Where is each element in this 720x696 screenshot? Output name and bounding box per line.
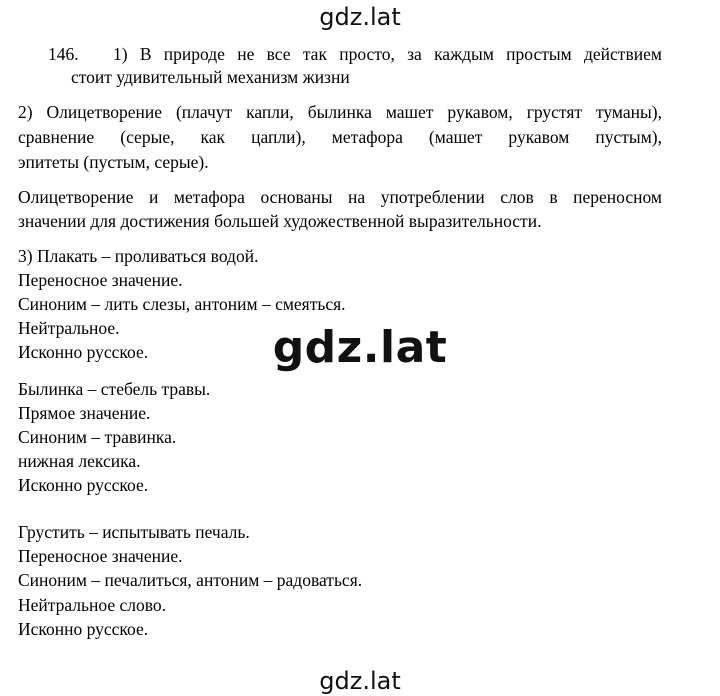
- paragraph-1-line-2: стоит удивительный механизм жизни: [71, 67, 350, 87]
- block-2-line-1: Былинка – стебель травы.: [18, 379, 211, 399]
- block-2-line-4: нижная лексика.: [18, 451, 141, 471]
- watermark-bottom: gdz.lat: [319, 667, 401, 695]
- word: как: [200, 127, 226, 147]
- paragraph-3-line-2: значении для достижения большей художественной выразительности.: [18, 211, 542, 231]
- paragraph-2-line-3: эпитеты (пустым, серые).: [18, 152, 209, 172]
- block-1-line-5: Исконно русское.: [18, 342, 149, 362]
- block-3-line-3: Синоним – печалиться, антоним – радоваться.: [18, 570, 363, 590]
- block-1-line-3: Синоним – лить слезы, антоним – смеяться.: [18, 294, 346, 314]
- word: все: [266, 44, 291, 64]
- word: грустят: [526, 102, 583, 122]
- paragraph-1-line-1: [113, 43, 662, 65]
- word: цапли),: [251, 127, 306, 147]
- watermark-top: gdz.lat: [319, 3, 401, 31]
- watermark-middle: gdz.lat: [272, 322, 448, 373]
- block-3-line-5: Исконно русское.: [18, 619, 149, 639]
- word: 1): [113, 44, 128, 64]
- block-1-line-2: Переносное значение.: [18, 270, 183, 290]
- paragraph-2-line-1: [18, 101, 662, 123]
- word: природе: [163, 44, 225, 64]
- word: Олицетворение: [46, 102, 162, 122]
- task-number: 146.: [48, 44, 79, 64]
- word: рукавом,: [447, 102, 513, 122]
- word: В: [139, 44, 152, 64]
- block-2-line-3: Синоним – травинка.: [18, 427, 177, 447]
- word: слов: [500, 187, 534, 207]
- word: 2): [18, 102, 33, 122]
- block-2-line-5: Исконно русское.: [18, 475, 149, 495]
- word: Олицетворение: [18, 187, 134, 207]
- paragraph-3-line-1: [18, 186, 662, 208]
- word: основаны: [260, 187, 333, 207]
- block-2-line-2: Прямое значение.: [18, 403, 151, 423]
- block-3-line-4: Нейтральное слово.: [18, 595, 167, 615]
- word: в: [549, 187, 558, 207]
- word: метафора: [173, 187, 245, 207]
- block-1-line-1: 3) Плакать – проливаться водой.: [18, 246, 259, 266]
- word: действием: [584, 44, 662, 64]
- word: (плачут: [175, 102, 233, 122]
- word: (машет: [428, 127, 483, 147]
- paragraph-2-line-2: [18, 126, 662, 148]
- word: рукавом: [508, 127, 570, 147]
- word: переносном: [573, 187, 662, 207]
- block-3-line-2: Переносное значение.: [18, 546, 183, 566]
- word: каждым: [434, 44, 494, 64]
- word: и: [148, 187, 159, 207]
- word: пустым),: [595, 127, 662, 147]
- word: не: [237, 44, 255, 64]
- word: так: [302, 44, 327, 64]
- word: капли,: [246, 102, 294, 122]
- word: за: [407, 44, 422, 64]
- word: сравнение: [18, 127, 95, 147]
- word: на: [348, 187, 366, 207]
- word: простым: [506, 44, 572, 64]
- word: былинка: [307, 102, 372, 122]
- word: употреблении: [380, 187, 485, 207]
- word: машет: [385, 102, 434, 122]
- block-3-line-1: Грустить – испытывать печаль.: [18, 522, 250, 542]
- word: (серые,: [120, 127, 175, 147]
- word: метафора: [331, 127, 403, 147]
- block-1-line-4: Нейтральное.: [18, 318, 120, 338]
- word: просто,: [339, 44, 395, 64]
- word: туманы),: [596, 102, 662, 122]
